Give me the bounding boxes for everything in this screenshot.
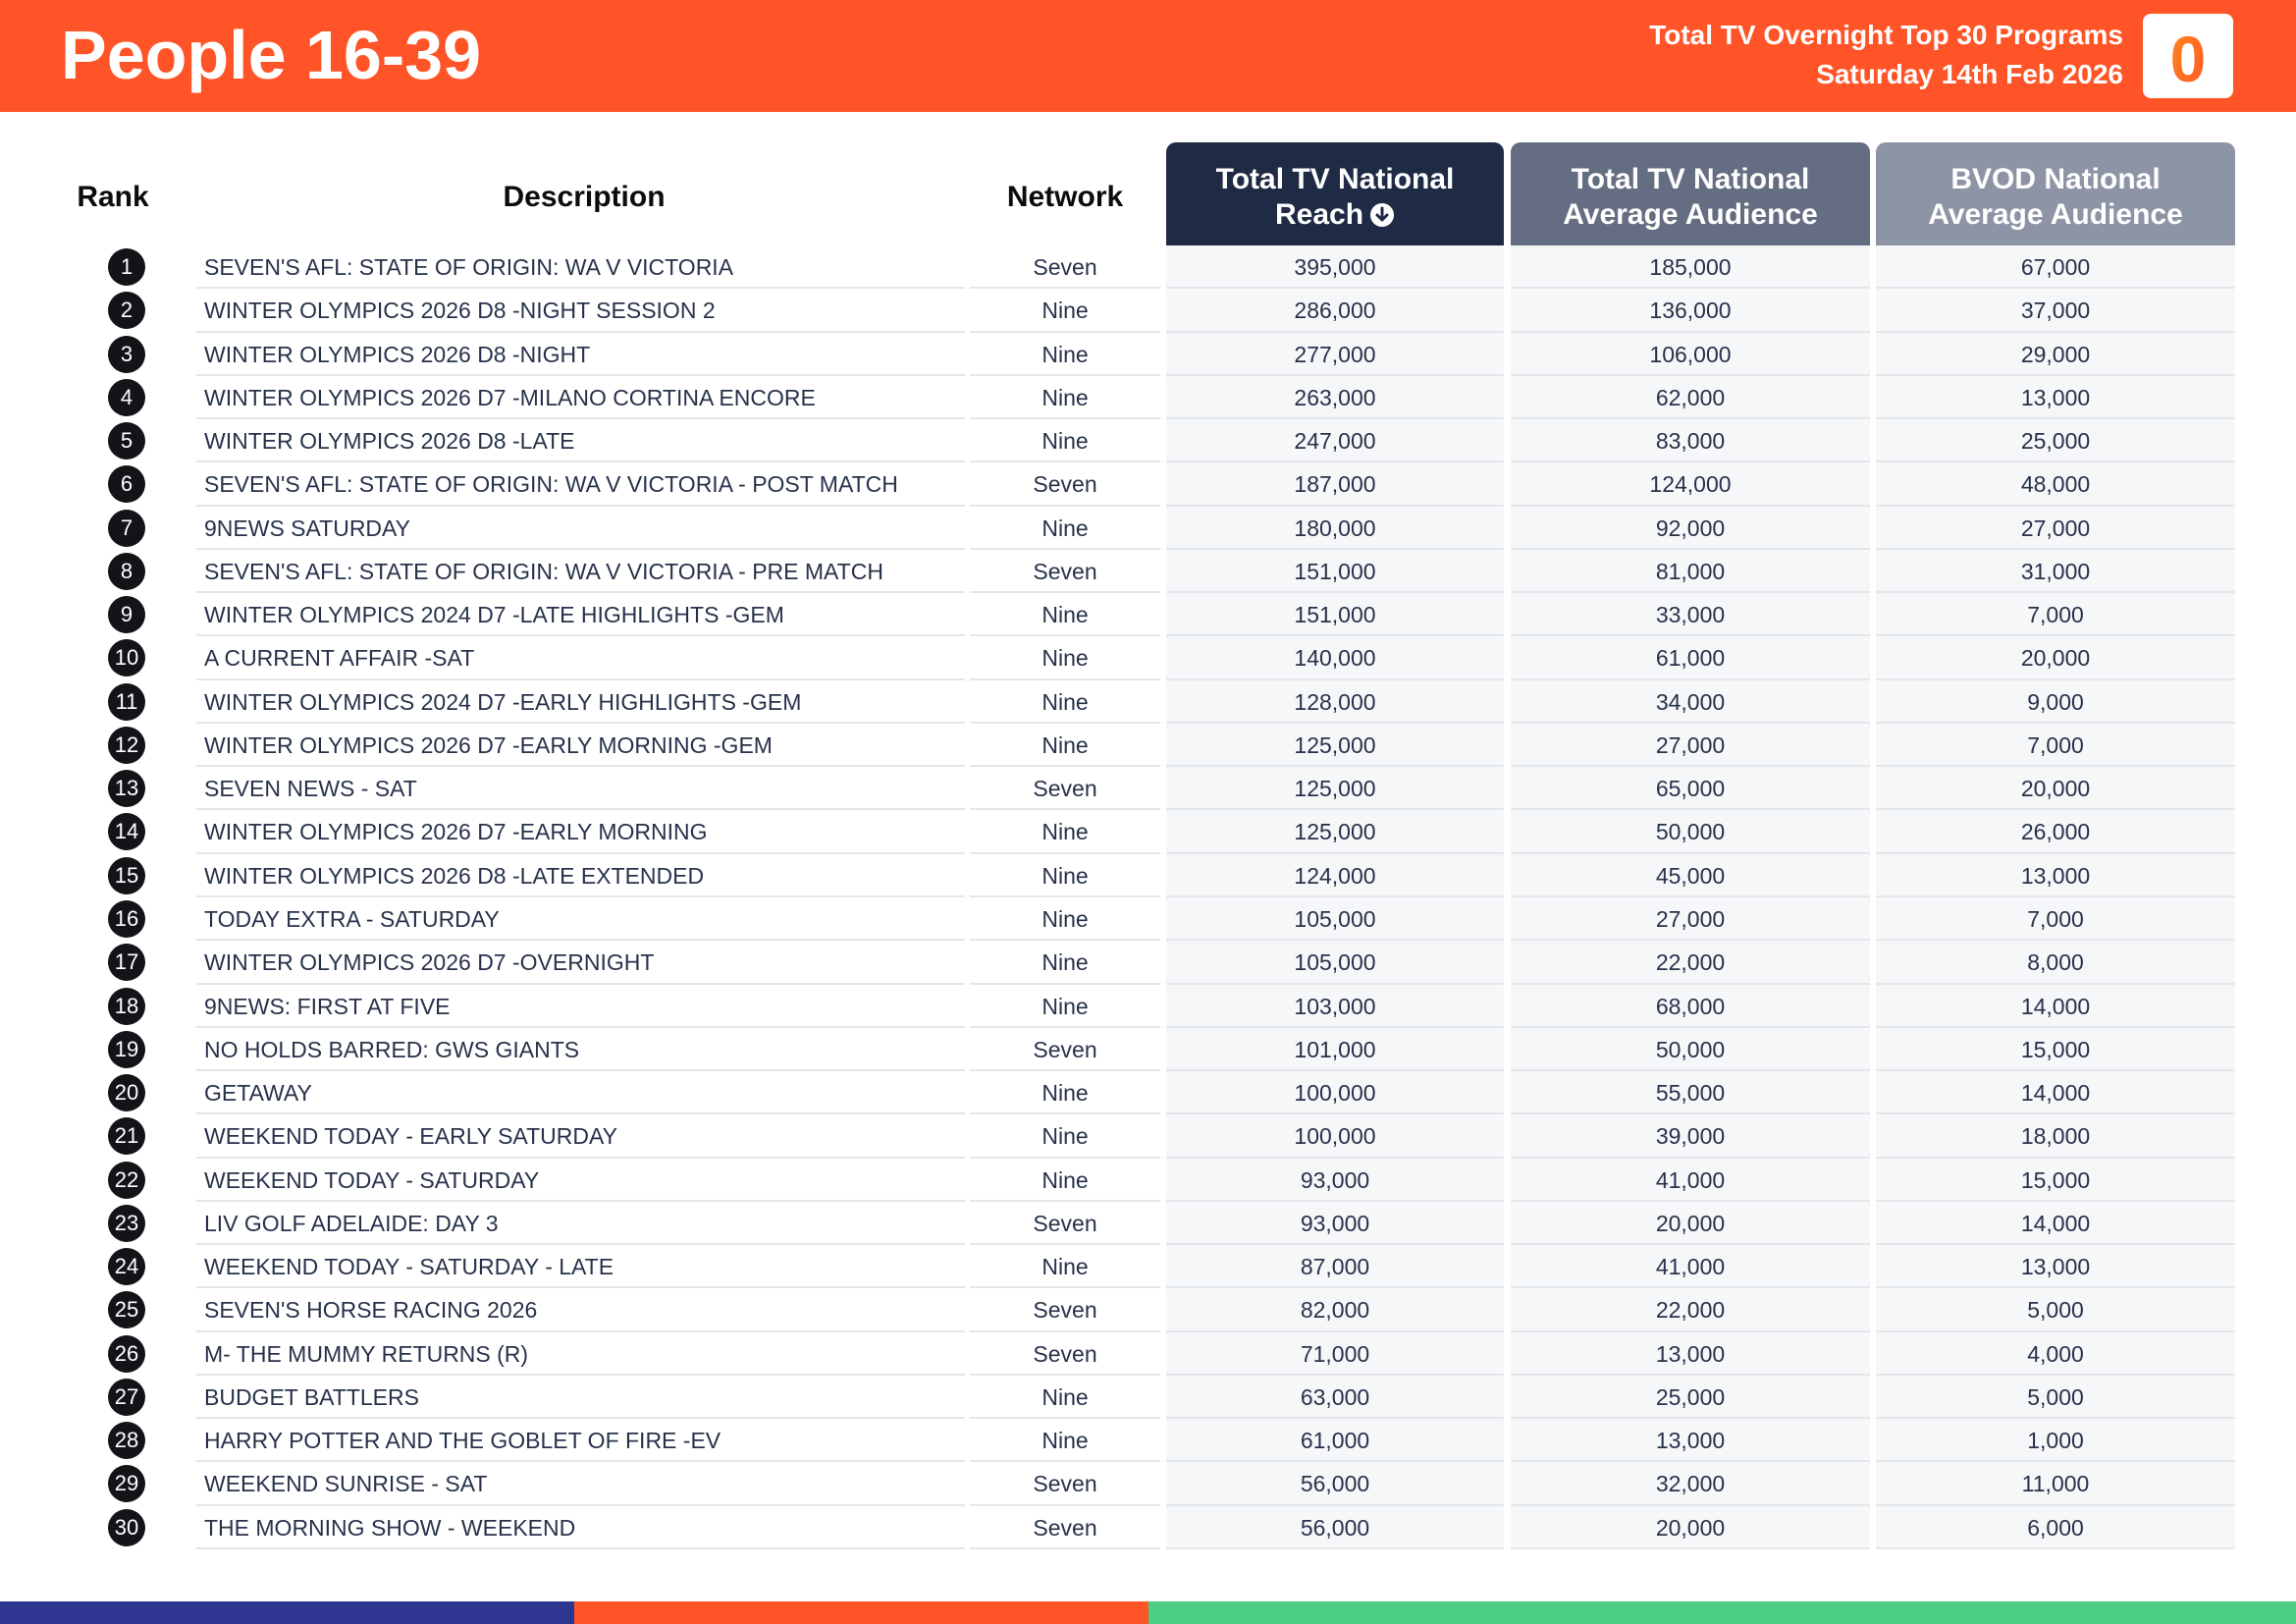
bvod-value: 7,000 (2027, 602, 2084, 628)
average-audience-value: 27,000 (1655, 731, 1726, 758)
program-description: WINTER OLYMPICS 2026 D7 -MILANO CORTINA ENCORE (204, 384, 816, 410)
reach-value: 101,000 (1294, 1036, 1376, 1062)
average-audience-value: 83,000 (1655, 428, 1726, 455)
average-audience-value: 20,000 (1655, 1210, 1726, 1236)
footer-stripe-blue (0, 1601, 574, 1624)
bvod-value: 4,000 (2027, 1340, 2084, 1367)
program-description: A CURRENT AFFAIR -SAT (204, 645, 475, 672)
average-audience-value: 124,000 (1649, 471, 1732, 498)
rank-badge: 24 (108, 1248, 145, 1285)
header-bar (0, 0, 2296, 112)
reach-value: 277,000 (1294, 341, 1376, 367)
reach-value: 125,000 (1294, 731, 1376, 758)
program-description: WINTER OLYMPICS 2026 D7 -OVERNIGHT (204, 949, 655, 976)
rank-badge: 4 (108, 379, 145, 416)
table-row[interactable] (0, 897, 2296, 941)
table-row[interactable] (0, 1202, 2296, 1245)
rank-badge: 14 (108, 813, 145, 850)
average-audience-value: 33,000 (1655, 602, 1726, 628)
table-row[interactable] (0, 507, 2296, 550)
average-audience-value: 34,000 (1655, 688, 1726, 715)
report-subtitle (1436, 16, 2123, 94)
reach-value: 187,000 (1294, 471, 1376, 498)
programs-table (0, 245, 2296, 1549)
program-network: Nine (1041, 298, 1089, 324)
bvod-value: 14,000 (2020, 1080, 2091, 1107)
table-row[interactable] (0, 1159, 2296, 1202)
program-network: Nine (1041, 731, 1089, 758)
program-network: Nine (1041, 993, 1089, 1019)
column-header-rank: Rank (77, 181, 149, 213)
program-description: WEEKEND TODAY - SATURDAY - LATE (204, 1254, 614, 1280)
row-divider (1511, 1547, 1870, 1549)
report-name: Total TV Overnight Top 30 Programs (1649, 20, 2123, 50)
column-header-average-audience[interactable] (1511, 142, 1870, 245)
bvod-value: 5,000 (2027, 1297, 2084, 1324)
rank-badge: 23 (108, 1205, 145, 1242)
table-row[interactable] (0, 419, 2296, 462)
program-description: TODAY EXTRA - SATURDAY (204, 905, 500, 932)
reach-value: 56,000 (1300, 1471, 1370, 1497)
table-row[interactable] (0, 1245, 2296, 1288)
bvod-value: 7,000 (2027, 731, 2084, 758)
reach-value: 128,000 (1294, 688, 1376, 715)
avg-header-line2: Average Audience (1563, 198, 1818, 231)
rank-badge: 26 (108, 1335, 145, 1373)
table-row[interactable] (0, 550, 2296, 593)
rank-badge: 17 (108, 944, 145, 981)
reach-value: 105,000 (1294, 905, 1376, 932)
program-network: Nine (1041, 602, 1089, 628)
avg-header-line1: Total TV National (1571, 163, 1810, 195)
reach-value: 180,000 (1294, 514, 1376, 541)
rank-badge: 3 (108, 336, 145, 373)
report-date: Saturday 14th Feb 2026 (1816, 59, 2123, 89)
bvod-header-line1: BVOD National (1950, 163, 2161, 195)
bvod-value: 48,000 (2020, 471, 2091, 498)
reach-value: 151,000 (1294, 602, 1376, 628)
row-divider (1166, 1547, 1504, 1549)
bvod-value: 13,000 (2020, 384, 2091, 410)
table-row[interactable] (0, 1114, 2296, 1158)
rank-badge: 1 (108, 248, 145, 286)
program-description: BUDGET BATTLERS (204, 1383, 419, 1410)
average-audience-value: 136,000 (1649, 298, 1732, 324)
table-row[interactable] (0, 941, 2296, 984)
footer-stripe-orange (574, 1601, 1148, 1624)
table-row[interactable] (0, 854, 2296, 897)
program-description: WEEKEND TODAY - SATURDAY (204, 1166, 540, 1193)
average-audience-value: 62,000 (1655, 384, 1726, 410)
average-audience-value: 39,000 (1655, 1123, 1726, 1150)
column-header-reach[interactable] (1166, 142, 1504, 245)
bvod-value: 26,000 (2020, 819, 2091, 845)
program-network: Seven (1033, 1297, 1097, 1324)
program-network: Nine (1041, 862, 1089, 889)
rank-badge: 30 (108, 1509, 145, 1546)
column-header-bvod[interactable] (1876, 142, 2235, 245)
reach-value: 140,000 (1294, 645, 1376, 672)
program-network: Nine (1041, 1080, 1089, 1107)
bvod-value: 18,000 (2020, 1123, 2091, 1150)
program-description: M- THE MUMMY RETURNS (R) (204, 1340, 529, 1367)
rank-badge: 16 (108, 900, 145, 938)
average-audience-value: 13,000 (1655, 1428, 1726, 1454)
table-row[interactable] (0, 1376, 2296, 1419)
bvod-value: 15,000 (2020, 1036, 2091, 1062)
average-audience-value: 20,000 (1655, 1514, 1726, 1541)
program-description: SEVEN'S AFL: STATE OF ORIGIN: WA V VICTORIA - POST MATCH (204, 471, 898, 498)
reach-value: 286,000 (1294, 298, 1376, 324)
table-row[interactable] (0, 985, 2296, 1028)
program-description: WINTER OLYMPICS 2024 D7 -EARLY HIGHLIGHTS -GEM (204, 688, 802, 715)
bvod-value: 15,000 (2020, 1166, 2091, 1193)
program-network: Nine (1041, 428, 1089, 455)
row-divider (970, 1547, 1160, 1549)
table-row[interactable] (0, 1419, 2296, 1462)
table-row[interactable] (0, 245, 2296, 289)
rank-badge: 28 (108, 1422, 145, 1459)
rank-badge: 2 (108, 292, 145, 329)
table-row[interactable] (0, 289, 2296, 332)
average-audience-value: 106,000 (1649, 341, 1732, 367)
rank-badge: 9 (108, 596, 145, 633)
bvod-value: 13,000 (2020, 862, 2091, 889)
reach-value: 124,000 (1294, 862, 1376, 889)
table-row[interactable] (0, 1506, 2296, 1549)
reach-value: 56,000 (1300, 1514, 1370, 1541)
page-title: People 16-39 (61, 17, 481, 93)
program-network: Nine (1041, 1123, 1089, 1150)
average-audience-value: 68,000 (1655, 993, 1726, 1019)
rank-badge: 19 (108, 1031, 145, 1068)
program-description: WINTER OLYMPICS 2026 D8 -NIGHT SESSION 2 (204, 298, 716, 324)
reach-header-line2: Reach (1274, 198, 1364, 231)
bvod-value: 20,000 (2020, 776, 2091, 802)
table-row[interactable] (0, 593, 2296, 636)
bvod-value: 8,000 (2027, 949, 2084, 976)
reach-value: 263,000 (1294, 384, 1376, 410)
average-audience-value: 25,000 (1655, 1383, 1726, 1410)
bvod-value: 1,000 (2027, 1428, 2084, 1454)
row-divider (196, 1547, 965, 1549)
program-network: Nine (1041, 1383, 1089, 1410)
program-description: WINTER OLYMPICS 2026 D7 -EARLY MORNING (204, 819, 708, 845)
rank-badge: 6 (108, 465, 145, 503)
average-audience-value: 81,000 (1655, 558, 1726, 584)
table-row[interactable] (0, 636, 2296, 679)
average-audience-value: 41,000 (1655, 1254, 1726, 1280)
program-network: Nine (1041, 1254, 1089, 1280)
logo-text: 0 (2169, 23, 2207, 95)
reach-value: 103,000 (1294, 993, 1376, 1019)
program-network: Nine (1041, 341, 1089, 367)
row-divider (1876, 1547, 2235, 1549)
average-audience-value: 41,000 (1655, 1166, 1726, 1193)
bvod-value: 25,000 (2020, 428, 2091, 455)
average-audience-value: 61,000 (1655, 645, 1726, 672)
bvod-value: 6,000 (2027, 1514, 2084, 1541)
reach-value: 247,000 (1294, 428, 1376, 455)
program-network: Nine (1041, 514, 1089, 541)
rank-badge: 5 (108, 422, 145, 460)
reach-value: 151,000 (1294, 558, 1376, 584)
program-network: Nine (1041, 1166, 1089, 1193)
arrow-down-circle-icon[interactable] (1369, 201, 1395, 237)
bvod-value: 20,000 (2020, 645, 2091, 672)
reach-value: 395,000 (1294, 254, 1376, 280)
table-row[interactable] (0, 810, 2296, 853)
table-row[interactable] (0, 724, 2296, 767)
table-row[interactable] (0, 1071, 2296, 1114)
table-row[interactable] (0, 376, 2296, 419)
program-description: SEVEN'S AFL: STATE OF ORIGIN: WA V VICTORIA (204, 254, 734, 280)
bvod-value: 5,000 (2027, 1383, 2084, 1410)
program-network: Seven (1033, 1471, 1097, 1497)
program-description: WINTER OLYMPICS 2026 D8 -NIGHT (204, 341, 591, 367)
average-audience-value: 65,000 (1655, 776, 1726, 802)
bvod-value: 14,000 (2020, 1210, 2091, 1236)
program-network: Seven (1033, 1514, 1097, 1541)
table-row[interactable] (0, 1288, 2296, 1331)
program-description: WINTER OLYMPICS 2026 D7 -EARLY MORNING -GEM (204, 731, 773, 758)
reach-value: 125,000 (1294, 819, 1376, 845)
table-row[interactable] (0, 1332, 2296, 1376)
bvod-value: 7,000 (2027, 905, 2084, 932)
reach-value: 93,000 (1300, 1210, 1370, 1236)
reach-value: 93,000 (1300, 1166, 1370, 1193)
rank-badge: 22 (108, 1162, 145, 1199)
table-row[interactable] (0, 1462, 2296, 1505)
program-network: Nine (1041, 905, 1089, 932)
rank-badge: 10 (108, 639, 145, 677)
program-description: SEVEN'S AFL: STATE OF ORIGIN: WA V VICTORIA - PRE MATCH (204, 558, 883, 584)
average-audience-value: 22,000 (1655, 949, 1726, 976)
table-row[interactable] (0, 680, 2296, 724)
table-row[interactable] (0, 767, 2296, 810)
average-audience-value: 27,000 (1655, 905, 1726, 932)
table-row[interactable] (0, 333, 2296, 376)
rank-badge: 13 (108, 770, 145, 807)
program-network: Seven (1033, 254, 1097, 280)
average-audience-value: 32,000 (1655, 1471, 1726, 1497)
reach-value: 105,000 (1294, 949, 1376, 976)
bvod-value: 27,000 (2020, 514, 2091, 541)
bvod-value: 37,000 (2020, 298, 2091, 324)
average-audience-value: 92,000 (1655, 514, 1726, 541)
program-network: Seven (1033, 1036, 1097, 1062)
program-description: SEVEN NEWS - SAT (204, 776, 417, 802)
rank-badge: 21 (108, 1117, 145, 1155)
program-description: WINTER OLYMPICS 2024 D7 -LATE HIGHLIGHTS -GEM (204, 602, 784, 628)
program-network: Seven (1033, 558, 1097, 584)
reach-value: 61,000 (1300, 1428, 1370, 1454)
rank-badge: 15 (108, 857, 145, 894)
program-network: Nine (1041, 1428, 1089, 1454)
rank-badge: 25 (108, 1291, 145, 1328)
average-audience-value: 45,000 (1655, 862, 1726, 889)
reach-value: 100,000 (1294, 1080, 1376, 1107)
bvod-header-line2: Average Audience (1928, 198, 2183, 231)
reach-value: 82,000 (1300, 1297, 1370, 1324)
reach-value: 71,000 (1300, 1340, 1370, 1367)
reach-value: 100,000 (1294, 1123, 1376, 1150)
program-description: NO HOLDS BARRED: GWS GIANTS (204, 1036, 580, 1062)
program-description: 9NEWS SATURDAY (204, 514, 411, 541)
rank-badge: 7 (108, 510, 145, 547)
bvod-value: 11,000 (2021, 1471, 2090, 1497)
rank-badge: 29 (108, 1465, 145, 1502)
program-description: 9NEWS: FIRST AT FIVE (204, 993, 451, 1019)
program-network: Seven (1033, 1210, 1097, 1236)
oztam-logo-icon (2143, 14, 2233, 98)
program-network: Seven (1033, 776, 1097, 802)
program-description: THE MORNING SHOW - WEEKEND (204, 1514, 576, 1541)
bvod-value: 29,000 (2020, 341, 2091, 367)
rank-badge: 12 (108, 727, 145, 764)
bvod-value: 14,000 (2020, 993, 2091, 1019)
program-description: HARRY POTTER AND THE GOBLET OF FIRE -EV (204, 1428, 721, 1454)
program-network: Nine (1041, 688, 1089, 715)
program-network: Seven (1033, 1340, 1097, 1367)
bvod-value: 31,000 (2020, 558, 2091, 584)
average-audience-value: 185,000 (1649, 254, 1732, 280)
column-header-description: Description (503, 181, 666, 213)
average-audience-value: 55,000 (1655, 1080, 1726, 1107)
bvod-value: 67,000 (2020, 254, 2091, 280)
program-description: SEVEN'S HORSE RACING 2026 (204, 1297, 538, 1324)
reach-header-line2-wrap (1166, 197, 1504, 237)
rank-badge: 20 (108, 1074, 145, 1111)
rank-badge: 27 (108, 1379, 145, 1416)
program-description: LIV GOLF ADELAIDE: DAY 3 (204, 1210, 499, 1236)
reach-header-line1: Total TV National (1215, 163, 1455, 195)
table-row[interactable] (0, 1028, 2296, 1071)
column-header-network: Network (1006, 181, 1124, 213)
program-network: Nine (1041, 384, 1089, 410)
reach-value: 63,000 (1300, 1383, 1370, 1410)
program-description: GETAWAY (204, 1080, 312, 1107)
average-audience-value: 50,000 (1655, 1036, 1726, 1062)
program-description: WEEKEND SUNRISE - SAT (204, 1471, 488, 1497)
program-description: WEEKEND TODAY - EARLY SATURDAY (204, 1123, 617, 1150)
program-network: Seven (1033, 471, 1097, 498)
rank-badge: 18 (108, 988, 145, 1025)
program-network: Nine (1041, 819, 1089, 845)
program-network: Nine (1041, 949, 1089, 976)
program-description: WINTER OLYMPICS 2026 D8 -LATE (204, 428, 575, 455)
bvod-value: 13,000 (2020, 1254, 2091, 1280)
table-row[interactable] (0, 462, 2296, 506)
average-audience-value: 50,000 (1655, 819, 1726, 845)
program-description: WINTER OLYMPICS 2026 D8 -LATE EXTENDED (204, 862, 705, 889)
average-audience-value: 13,000 (1655, 1340, 1726, 1367)
bvod-value: 9,000 (2027, 688, 2084, 715)
reach-value: 87,000 (1300, 1254, 1370, 1280)
program-network: Nine (1041, 645, 1089, 672)
average-audience-value: 22,000 (1655, 1297, 1726, 1324)
footer-stripe-green (1148, 1601, 2296, 1624)
rank-badge: 11 (108, 683, 145, 721)
rank-badge: 8 (108, 553, 145, 590)
reach-value: 125,000 (1294, 776, 1376, 802)
